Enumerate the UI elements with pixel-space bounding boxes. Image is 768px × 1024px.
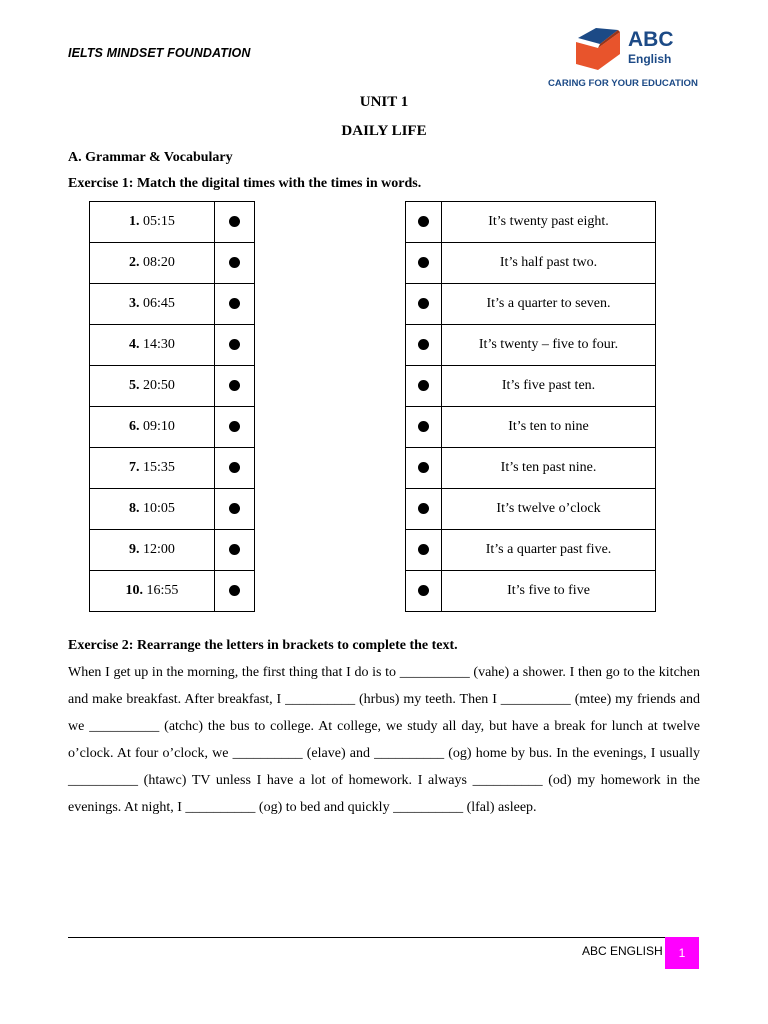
exercise1-instruction-text: : Match the digital times with the times in words.: [128, 176, 422, 191]
time-in-words: It’s half past two.: [442, 243, 656, 284]
match-dot-cell[interactable]: [215, 284, 255, 325]
match-dot-cell[interactable]: [406, 366, 442, 407]
digital-time-cell: [90, 489, 215, 530]
book-logo-icon: [574, 28, 624, 72]
phrase-row: [406, 530, 656, 571]
unit-subtitle: DAILY LIFE: [341, 123, 427, 139]
match-dot-cell[interactable]: [406, 448, 442, 489]
match-dot-cell[interactable]: [406, 243, 442, 284]
digital-time-cell: [90, 366, 215, 407]
digital-time: 10:05: [143, 501, 175, 516]
match-dot[interactable]: [418, 257, 429, 268]
match-dot[interactable]: [229, 544, 240, 555]
digital-time: 16:55: [146, 583, 179, 598]
match-dot-cell[interactable]: [215, 530, 255, 571]
match-dot[interactable]: [229, 585, 240, 596]
digital-time-cell: [90, 243, 215, 284]
exercise1-instruction: [68, 176, 421, 192]
match-dot[interactable]: [418, 339, 429, 350]
match-dot-cell[interactable]: [406, 407, 442, 448]
times-in-words-table: [405, 201, 656, 612]
phrase-row: [406, 202, 656, 243]
item-number: 4.: [129, 337, 140, 352]
match-dot-cell[interactable]: [215, 366, 255, 407]
time-row: [90, 530, 255, 571]
digital-time: 08:20: [143, 255, 175, 270]
match-dot[interactable]: [229, 216, 240, 227]
time-row: [90, 202, 255, 243]
page-number: 1: [665, 937, 699, 969]
match-dot[interactable]: [229, 380, 240, 391]
match-dot[interactable]: [229, 503, 240, 514]
match-dot[interactable]: [418, 380, 429, 391]
match-dot[interactable]: [229, 339, 240, 350]
item-number: 9.: [129, 542, 140, 557]
time-in-words: It’s twenty past eight.: [442, 202, 656, 243]
phrase-row: [406, 489, 656, 530]
match-dot-cell[interactable]: [215, 202, 255, 243]
match-dot[interactable]: [418, 421, 429, 432]
match-dot[interactable]: [229, 421, 240, 432]
abc-english-logo: [548, 26, 702, 94]
digital-time: 12:00: [143, 542, 175, 557]
exercise1-label: Exercise 1: [68, 176, 129, 191]
time-row: [90, 243, 255, 284]
phrase-row: [406, 325, 656, 366]
digital-time: 05:15: [143, 214, 175, 229]
digital-time-cell: [90, 571, 215, 612]
exercise2-text: When I get up in the morning, the first thing that I do is to __________ (vahe) a shower. I then go to the kitchen and make breakfast. After breakfast, I __________ (hrbus) my teeth. Then I __________ (mtee) my friends and we __________ (atchc) the bus to college. At college, we study all day, but have a break for lunch at twelve o’clock. At four o’clock, we __________ (elave) and __________ (og) home by bus. In the evenings, I usually __________ (htawc) TV unless I have a lot of homework. I always __________ (od) my homework in the evenings. At night, I __________ (og) to bed and quickly __________ (lfal) asleep.: [68, 665, 700, 815]
time-in-words: It’s twelve o’clock: [442, 489, 656, 530]
match-dot-cell[interactable]: [215, 489, 255, 530]
item-number: 3.: [129, 296, 140, 311]
match-dot[interactable]: [418, 585, 429, 596]
match-dot-cell[interactable]: [406, 489, 442, 530]
item-number: 5.: [129, 378, 140, 393]
match-dot[interactable]: [418, 216, 429, 227]
item-number: 7.: [129, 460, 140, 475]
digital-time-cell: [90, 407, 215, 448]
item-number: 1.: [129, 214, 140, 229]
phrase-row: [406, 284, 656, 325]
digital-time-cell: [90, 284, 215, 325]
phrase-row: [406, 571, 656, 612]
time-row: [90, 489, 255, 530]
match-dot-cell[interactable]: [215, 407, 255, 448]
digital-time: 09:10: [143, 419, 175, 434]
digital-time-cell: [90, 530, 215, 571]
match-dot[interactable]: [229, 298, 240, 309]
digital-time: 15:35: [143, 460, 175, 475]
item-number: 6.: [129, 419, 140, 434]
time-in-words: It’s ten past nine.: [442, 448, 656, 489]
match-dot[interactable]: [229, 257, 240, 268]
match-dot-cell[interactable]: [406, 284, 442, 325]
digital-time: 20:50: [143, 378, 175, 393]
match-dot-cell[interactable]: [406, 325, 442, 366]
phrase-row: [406, 243, 656, 284]
time-in-words: It’s five to five: [442, 571, 656, 612]
match-dot-cell[interactable]: [406, 202, 442, 243]
exercise2-title: Exercise 2: Rearrange the letters in brackets to complete the text.: [68, 638, 458, 653]
time-row: [90, 448, 255, 489]
time-row: [90, 366, 255, 407]
item-number: 2.: [129, 255, 140, 270]
time-row: [90, 407, 255, 448]
item-number: 10.: [125, 583, 144, 598]
digital-time: 14:30: [143, 337, 175, 352]
logo-tagline: CARING FOR YOUR EDUCATION: [548, 78, 698, 89]
logo-subtext: English: [628, 52, 672, 66]
course-title: IELTS MINDSET FOUNDATION: [68, 46, 251, 60]
match-dot-cell[interactable]: [215, 325, 255, 366]
match-dot-cell[interactable]: [406, 530, 442, 571]
match-dot[interactable]: [418, 544, 429, 555]
phrase-row: [406, 366, 656, 407]
match-dot-cell[interactable]: [215, 571, 255, 612]
item-number: 8.: [129, 501, 140, 516]
phrase-row: [406, 407, 656, 448]
match-dot-cell[interactable]: [215, 243, 255, 284]
time-in-words: It’s a quarter past five.: [442, 530, 656, 571]
digital-times-table: [89, 201, 255, 612]
match-dot[interactable]: [418, 298, 429, 309]
digital-time: 06:45: [143, 296, 175, 311]
time-in-words: It’s five past ten.: [442, 366, 656, 407]
phrase-row: [406, 448, 656, 489]
match-dot-cell[interactable]: [215, 448, 255, 489]
time-row: [90, 284, 255, 325]
digital-time-cell: [90, 325, 215, 366]
time-row: [90, 571, 255, 612]
section-heading: A. Grammar & Vocabulary: [68, 150, 233, 165]
digital-time-cell: [90, 202, 215, 243]
time-row: [90, 325, 255, 366]
footer-brand: ABC ENGLISH: [582, 944, 663, 958]
unit-title: UNIT 1: [359, 94, 409, 110]
digital-time-cell: [90, 448, 215, 489]
match-dot-cell[interactable]: [406, 571, 442, 612]
match-dot[interactable]: [418, 503, 429, 514]
footer-divider: [68, 937, 698, 938]
logo-text: ABC: [628, 28, 674, 51]
match-dot[interactable]: [418, 462, 429, 473]
time-in-words: It’s ten to nine: [442, 407, 656, 448]
match-dot[interactable]: [229, 462, 240, 473]
time-in-words: It’s a quarter to seven.: [442, 284, 656, 325]
time-in-words: It’s twenty – five to four.: [442, 325, 656, 366]
